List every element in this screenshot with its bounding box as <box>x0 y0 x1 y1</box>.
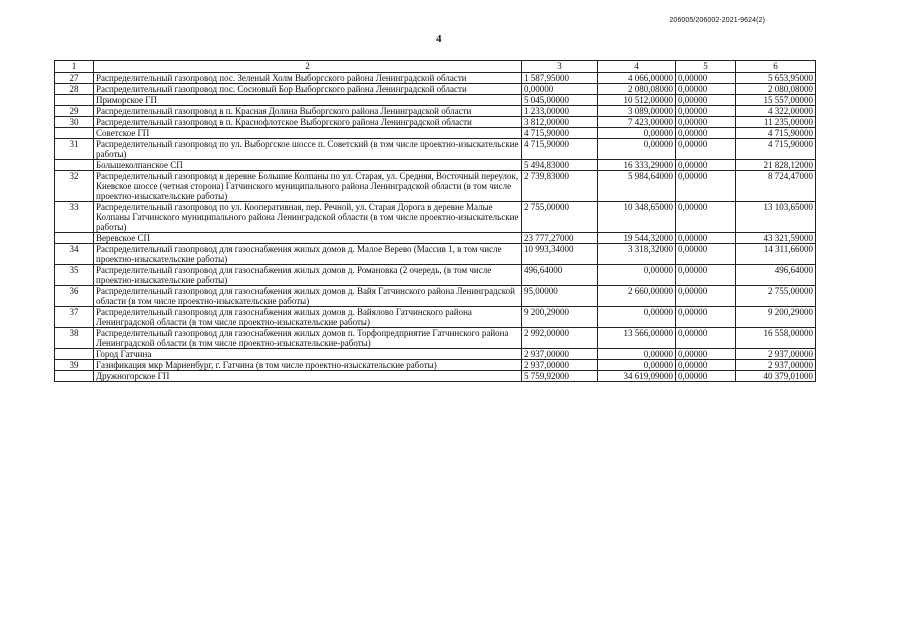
row-number: 34 <box>55 244 94 265</box>
table-row <box>55 286 816 307</box>
column-header-3: 3 <box>522 61 598 73</box>
row-number: 33 <box>55 202 94 233</box>
row-value-col5: 0,00000 <box>676 360 736 371</box>
row-name: Приморское ГП <box>94 95 522 106</box>
row-value-col6: 8 724,47000 <box>736 171 816 202</box>
row-number <box>55 160 94 171</box>
row-value-col3: 2 992,00000 <box>522 328 598 349</box>
row-value-col6: 4 715,90000 <box>736 139 816 160</box>
row-number: 35 <box>55 265 94 286</box>
row-value-col6: 11 235,00000 <box>736 117 816 128</box>
row-value-col6: 4 322,00000 <box>736 106 816 117</box>
row-name: Распределительный газопровод для газоснабжения жилых домов д. Малое Верево (Массив 1, в том числе проектно-изыскательские работы) <box>94 244 522 265</box>
row-value-col5: 0,00000 <box>676 328 736 349</box>
row-value-col3: 1 587,95000 <box>522 73 598 84</box>
row-number: 30 <box>55 117 94 128</box>
row-value-col3: 2 755,00000 <box>522 202 598 233</box>
row-value-col3: 4 715,90000 <box>522 139 598 160</box>
row-value-col4: 34 619,09000 <box>598 371 676 382</box>
row-value-col4: 16 333,29000 <box>598 160 676 171</box>
table-subtotal-row <box>55 95 816 106</box>
row-value-col6: 496,64000 <box>736 265 816 286</box>
row-number: 29 <box>55 106 94 117</box>
row-value-col4: 0,00000 <box>598 265 676 286</box>
row-value-col5: 0,00000 <box>676 106 736 117</box>
table-subtotal-row <box>55 128 816 139</box>
row-value-col4: 3 089,00000 <box>598 106 676 117</box>
table-row <box>55 84 816 95</box>
row-value-col4: 0,00000 <box>598 139 676 160</box>
row-value-col6: 14 311,66000 <box>736 244 816 265</box>
row-number: 31 <box>55 139 94 160</box>
row-value-col6: 2 937,00000 <box>736 360 816 371</box>
row-value-col3: 4 715,90000 <box>522 128 598 139</box>
row-value-col3: 3 812,00000 <box>522 117 598 128</box>
column-header-4: 4 <box>598 61 676 73</box>
row-name: Распределительный газопровод в п. Краснофлотское Выборгского района Ленинградской области <box>94 117 522 128</box>
row-value-col5: 0,00000 <box>676 244 736 265</box>
row-number <box>55 371 94 382</box>
row-value-col3: 2 937,00000 <box>522 349 598 360</box>
row-number: 37 <box>55 307 94 328</box>
row-value-col4: 10 512,00000 <box>598 95 676 106</box>
row-name: Веревское СП <box>94 233 522 244</box>
row-value-col4: 5 984,64000 <box>598 171 676 202</box>
row-value-col4: 10 348,65000 <box>598 202 676 233</box>
row-name: Советское ГП <box>94 128 522 139</box>
table-row <box>55 73 816 84</box>
row-value-col5: 0,00000 <box>676 95 736 106</box>
row-value-col6: 43 321,59000 <box>736 233 816 244</box>
row-name: Распределительный газопровод пос. Сосновый Бор Выборгского района Ленинградской области <box>94 84 522 95</box>
row-value-col4: 0,00000 <box>598 349 676 360</box>
row-value-col5: 0,00000 <box>676 202 736 233</box>
table-header-row <box>55 61 816 73</box>
table-row <box>55 307 816 328</box>
table-subtotal-row <box>55 233 816 244</box>
row-value-col3: 5 494,83000 <box>522 160 598 171</box>
row-value-col6: 4 715,90000 <box>736 128 816 139</box>
row-value-col5: 0,00000 <box>676 233 736 244</box>
row-name: Распределительный газопровод в п. Красная Долина Выборгского района Ленинградской области <box>94 106 522 117</box>
row-number <box>55 95 94 106</box>
table-subtotal-row <box>55 371 816 382</box>
row-value-col3: 496,64000 <box>522 265 598 286</box>
row-value-col4: 0,00000 <box>598 307 676 328</box>
row-value-col4: 0,00000 <box>598 360 676 371</box>
row-value-col4: 2 660,00000 <box>598 286 676 307</box>
row-name: Дружногорское ГП <box>94 371 522 382</box>
row-name: Большеколпанское СП <box>94 160 522 171</box>
row-value-col6: 9 200,29000 <box>736 307 816 328</box>
row-name: Распределительный газопровод пос. Зеленый Холм Выборгского района Ленинградской области <box>94 73 522 84</box>
table-row <box>55 117 816 128</box>
row-value-col3: 1 233,00000 <box>522 106 598 117</box>
row-number: 32 <box>55 171 94 202</box>
row-value-col5: 0,00000 <box>676 371 736 382</box>
row-value-col3: 10 993,34000 <box>522 244 598 265</box>
row-value-col5: 0,00000 <box>676 307 736 328</box>
row-name: Распределительный газопровод по ул. Кооперативная, пер. Речной, ул. Старая Дорога в деревне Малые Колпаны Гатчинского муниципального района Ленинградской области (в том числе проектно-изыскательские работы) <box>94 202 522 233</box>
row-value-col3: 5 045,00000 <box>522 95 598 106</box>
row-value-col5: 0,00000 <box>676 160 736 171</box>
row-value-col3: 2 937,00000 <box>522 360 598 371</box>
row-value-col6: 2 755,00000 <box>736 286 816 307</box>
row-number: 28 <box>55 84 94 95</box>
row-value-col5: 0,00000 <box>676 286 736 307</box>
row-name: Распределительный газопровод в деревне Большие Колпаны по ул. Старая, ул. Средняя, Восточный переулок, Киевское шоссе (четная сторона) Гатчинского муниципального района Ленинградской области (в том числе проектно-изыскательские работы) <box>94 171 522 202</box>
row-value-col4: 3 318,32000 <box>598 244 676 265</box>
row-value-col6: 16 558,00000 <box>736 328 816 349</box>
row-value-col5: 0,00000 <box>676 84 736 95</box>
budget-table <box>54 60 816 382</box>
row-number: 39 <box>55 360 94 371</box>
table-row <box>55 265 816 286</box>
row-name: Распределительный газопровод для газоснабжения жилых домов д. Романовка (2 очередь, (в том числе проектно-изыскательские работы) <box>94 265 522 286</box>
row-name: Распределительный газопровод по ул. Выборгское шоссе п. Советский (в том числе проектно-изыскательские работы) <box>94 139 522 160</box>
column-header-5: 5 <box>676 61 736 73</box>
row-value-col4: 2 080,08000 <box>598 84 676 95</box>
row-value-col3: 95,00000 <box>522 286 598 307</box>
row-number: 36 <box>55 286 94 307</box>
page-number: 4 <box>436 33 442 45</box>
row-value-col3: 0,00000 <box>522 84 598 95</box>
row-name: Газификация мкр Мариенбург, г. Гатчина (в том числе проектно-изыскательские работы) <box>94 360 522 371</box>
table-row <box>55 244 816 265</box>
row-value-col6: 15 557,00000 <box>736 95 816 106</box>
table-subtotal-row <box>55 349 816 360</box>
row-value-col4: 0,00000 <box>598 128 676 139</box>
row-value-col5: 0,00000 <box>676 139 736 160</box>
table-row <box>55 328 816 349</box>
row-value-col5: 0,00000 <box>676 265 736 286</box>
row-value-col3: 9 200,29000 <box>522 307 598 328</box>
table-subtotal-row <box>55 160 816 171</box>
row-value-col6: 2 937,00000 <box>736 349 816 360</box>
document-id: 206005/206002-2021-9624(2) <box>669 17 765 24</box>
column-header-2: 2 <box>94 61 522 73</box>
row-name: Город Гатчина <box>94 349 522 360</box>
row-number: 38 <box>55 328 94 349</box>
row-value-col5: 0,00000 <box>676 73 736 84</box>
table-row <box>55 139 816 160</box>
row-value-col4: 4 066,00000 <box>598 73 676 84</box>
table-row <box>55 171 816 202</box>
row-value-col3: 5 759,92000 <box>522 371 598 382</box>
row-value-col6: 2 080,08000 <box>736 84 816 95</box>
row-value-col6: 5 653,95000 <box>736 73 816 84</box>
row-value-col4: 7 423,00000 <box>598 117 676 128</box>
table-row <box>55 360 816 371</box>
row-value-col3: 2 739,83000 <box>522 171 598 202</box>
row-name: Распределительный газопровод для газоснабжения жилых домов п. Торфопредприятие Гатчинского района Ленинградской области (в том числе проектно-изыскательские-работы) <box>94 328 522 349</box>
table-row <box>55 202 816 233</box>
row-value-col4: 13 566,00000 <box>598 328 676 349</box>
row-value-col6: 13 103,65000 <box>736 202 816 233</box>
row-name: Распределительный газопровод для газоснабжения жилых домов д. Вайя Гатчинского района Ленинградской области (в том числе проектно-изыскательские работы) <box>94 286 522 307</box>
row-value-col4: 19 544,32000 <box>598 233 676 244</box>
row-value-col5: 0,00000 <box>676 128 736 139</box>
row-number <box>55 128 94 139</box>
table-row <box>55 106 816 117</box>
column-header-1: 1 <box>55 61 94 73</box>
row-value-col5: 0,00000 <box>676 117 736 128</box>
row-name: Распределительный газопровод для газоснабжения жилых домов д. Вайялово Гатчинского района Ленинградской области (в том числе проектно-изыскательские работы) <box>94 307 522 328</box>
row-value-col5: 0,00000 <box>676 171 736 202</box>
row-number <box>55 233 94 244</box>
row-value-col3: 23 777,27000 <box>522 233 598 244</box>
row-value-col6: 21 828,12000 <box>736 160 816 171</box>
row-number: 27 <box>55 73 94 84</box>
column-header-6: 6 <box>736 61 816 73</box>
row-value-col5: 0,00000 <box>676 349 736 360</box>
row-value-col6: 40 379,01000 <box>736 371 816 382</box>
row-number <box>55 349 94 360</box>
table-body <box>55 73 816 382</box>
